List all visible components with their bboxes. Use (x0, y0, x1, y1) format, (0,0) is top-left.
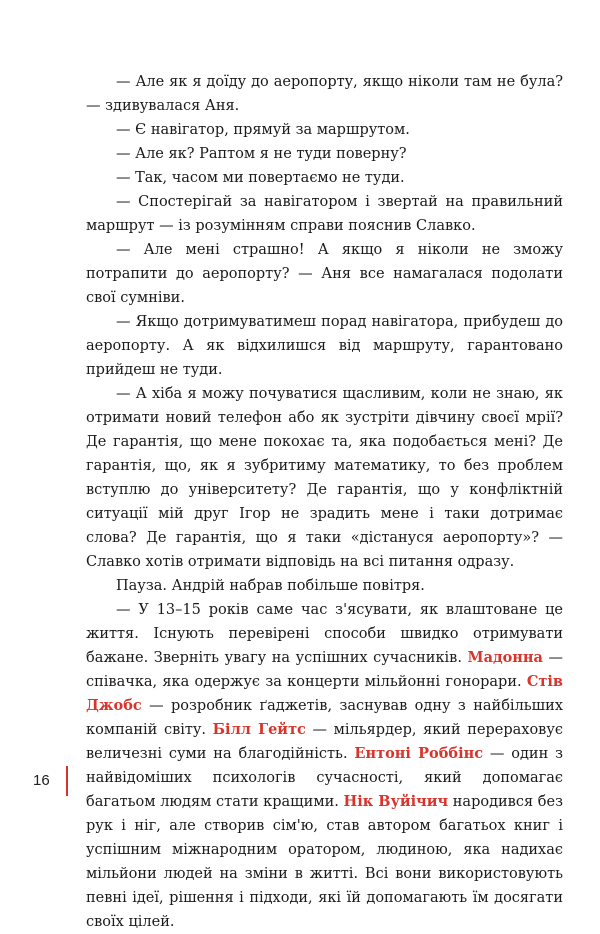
page-body-text (86, 70, 563, 934)
final-paragraph-text: — розробник ґаджетів, заснував одну з найбільших компаній світу. (86, 698, 563, 738)
final-paragraph-intro: — У 13–15 років саме час з'ясувати, як влаштоване це життя. Існують перевірені способи швидко отримувати бажане. Зверніть увагу на успішних сучасників. (86, 602, 563, 666)
dialogue-paragraph: — Так, часом ми повертаємо не туди. (116, 170, 405, 186)
highlighted-name-jobs: Стів Джобс (86, 673, 563, 714)
dialogue-paragraph: — А хіба я можу почуватися щасливим, коли не знаю, як отримати новий телефон або як зустріти дівчину своєї мрії? Де гарантія, що мене покохає та, яка подобається мені? Де гарантія, що, як я зубритиму математику, то без проблем вступлю до університету? Де гарантія, що у конфліктній ситуації мій друг Ігор не зрадить мене і таки дотримає слова? Де гарантія, що я таки «дістануся аеропорту»? — Славко хотів отримати відповідь на всі питання одразу. (86, 386, 563, 570)
dialogue-paragraph: — Є навігатор, прямуй за маршрутом. (116, 122, 410, 138)
highlighted-name-robbins: Ентоні Роббінс (354, 745, 484, 762)
dialogue-paragraph: — Але як? Раптом я не туди поверну? (116, 146, 407, 162)
final-paragraph-text: — мільярдер, який перераховує величезні суми на благодійність. (86, 722, 564, 762)
final-paragraph-text: — співачка, яка одержує за концерти мільйонні гонорари. (86, 650, 564, 690)
narration-paragraph: Пауза. Андрій набрав побільше повітря. (116, 578, 425, 594)
dialogue-paragraph: — Якщо дотримуватимеш порад навігатора, прибудеш до аеропорту. А як відхилишся від маршруту, гарантовано прийдеш не туди. (86, 314, 563, 378)
page-number: 16 (33, 772, 50, 789)
dialogue-paragraph: — Але мені страшно! А якщо я ніколи не зможу потрапити до аеропорту? — Аня все намагалася подолати свої сумніви. (86, 242, 563, 306)
final-paragraph-text: народився без рук і ніг, але створив сім'ю, став автором багатьох книг і успішним міжнародним оратором, людиною, яка надихає мільйони людей на зміни в житті. Всі вони використовують певні ідеї, рішення і підходи, які їй допомагають їм досягати своїх цілей. (86, 794, 563, 930)
final-paragraph (86, 598, 563, 934)
dialogue-paragraph: — Спостерігай за навігатором і звертай на правильний маршрут — із розумінням справи пояснив Славко. (86, 194, 563, 234)
highlighted-name-madonna: Мадонна (467, 649, 543, 666)
final-paragraph-text: — один з найвідоміших психологів сучасності, який допомагає багатьом людям стати кращими. (86, 746, 563, 810)
highlighted-name-gates: Білл Гейтс (212, 721, 306, 738)
highlighted-name-vujicic: Нік Вуйічич (343, 793, 449, 810)
page-number-divider (66, 766, 68, 796)
dialogue-paragraph: — Але як я доїду до аеропорту, якщо ніколи там не була? — здивувалася Аня. (86, 74, 563, 114)
